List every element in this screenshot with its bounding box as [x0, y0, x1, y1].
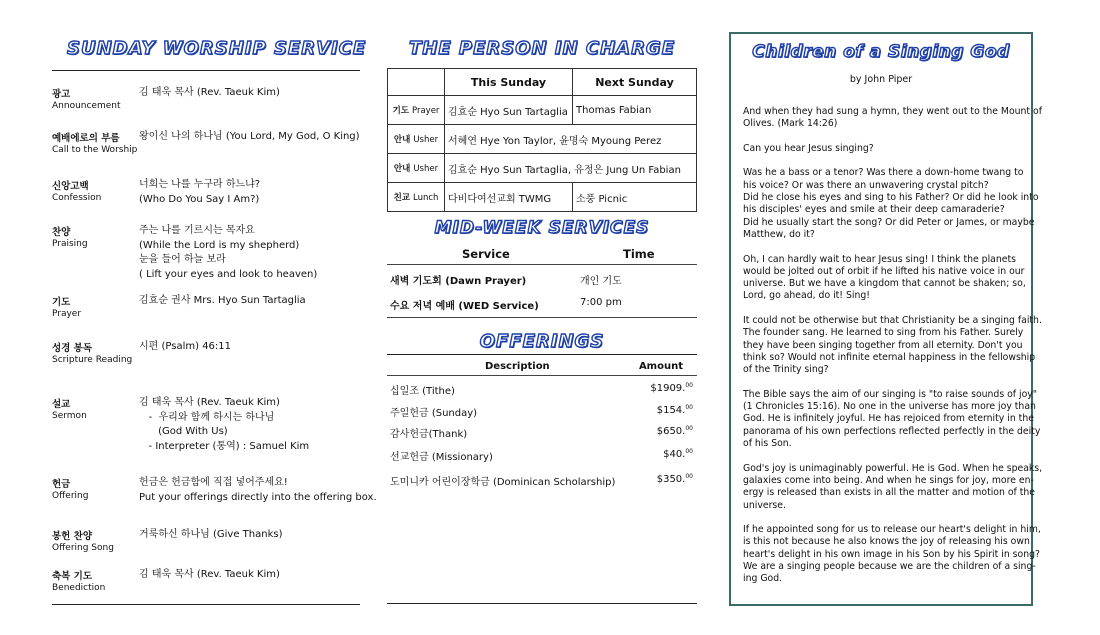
table-header-blank: [388, 69, 445, 96]
article-line: And when they had sung a hymn, they went out to the Mount of: [743, 106, 1042, 117]
role-english: Lunch: [412, 193, 439, 203]
article-paragraph: [743, 106, 1042, 131]
order-item-korean: 설교: [52, 399, 71, 410]
order-item-description-line: 너희는 나를 누구라 하느냐?: [139, 179, 261, 190]
article-line: they have been singing together from all eternity. Don't you: [743, 339, 1023, 351]
role-cell: [388, 183, 445, 212]
offerings-top-rule: [387, 354, 697, 355]
article-line: Lord, go ahead, do it! Sing!: [743, 290, 870, 302]
table-header-row: [388, 69, 697, 96]
order-item-korean: 광고: [52, 89, 71, 100]
order-item-korean: 축복 기도: [52, 571, 93, 582]
article-line: Matthew, do it?: [743, 228, 815, 240]
article-line: Was he a bass or a tenor? Was there a down-home twang to: [743, 167, 1024, 179]
role-cell: [388, 154, 445, 183]
order-item-english: Scripture Reading: [52, 355, 133, 365]
article-line: God. He is infinitely joyful. He has rejoiced from eternity in the: [743, 413, 1034, 425]
role-cell: [388, 96, 445, 125]
role-english: Prayer: [411, 106, 440, 116]
order-item-description-line: Put your offerings directly into the offering box.: [139, 491, 377, 503]
order-item-description-line: 김효순 권사 Mrs. Hyo Sun Tartaglia: [139, 295, 306, 306]
order-item-description: [139, 528, 364, 543]
offering-amount-cents: 00: [685, 425, 693, 432]
offering-amount: [663, 448, 693, 460]
offering-description: 도미니카 어린이장학금 (Dominican Scholarship): [390, 477, 616, 488]
order-item-korean: 성경 봉독: [52, 343, 93, 354]
order-item-description: [139, 130, 364, 145]
article-byline: by John Piper: [849, 74, 913, 85]
article-line: Did he usually start the song? Or did Peter or James, or maybe: [743, 216, 1035, 228]
article-line: ing God.: [743, 573, 783, 585]
order-item-english: Announcement: [52, 101, 121, 111]
table-row: [388, 154, 697, 183]
article-line: universe. But we have a kingdom that cannot be shaken; so,: [743, 278, 1026, 290]
offering-amount-dollars: $650.: [656, 426, 686, 437]
next-sunday-cell: 소풍 Picnic: [573, 183, 697, 212]
article-line: his voice? Or was there an unwavering crystal pitch?: [743, 179, 989, 191]
article-line: universe.: [743, 499, 786, 511]
order-item-description-line: 김 태욱 목사 (Rev. Taeuk Kim): [139, 569, 280, 580]
table-row: [388, 125, 697, 154]
article-line: panorama of his own perfections reflected perfectly in the deity: [743, 425, 1041, 437]
article-line: Can you hear Jesus singing?: [743, 142, 874, 154]
article-line: would be jolted out of orbit if he lifted his native voice in our: [743, 265, 1025, 277]
order-item-korean: 찬양: [52, 227, 71, 238]
article-line: of his Son.: [743, 438, 792, 450]
role-korean: 안내: [393, 164, 411, 174]
article-line: ergy is released than exists in all the matter and motion of the: [743, 487, 1036, 499]
offering-amount-dollars: $350.: [656, 474, 686, 485]
table-header-this-sunday: This Sunday: [445, 69, 573, 96]
offering-amount-dollars: $40.: [663, 449, 686, 460]
order-item-korean: 헌금: [52, 479, 71, 490]
order-item-description-line: - Interpreter (통역) : Samuel Kim: [139, 440, 310, 452]
order-item-english: Offering Song: [52, 543, 114, 553]
article-line: Oh, I can hardly wait to hear Jesus sing! I think the planets: [743, 253, 1016, 265]
offering-amount-cents: 00: [685, 382, 693, 389]
order-item-description-line: 시편 (Psalm) 46:11: [139, 341, 232, 352]
role-english: Usher: [413, 164, 439, 174]
midweek-time: 7:00 pm: [580, 297, 622, 308]
order-item-description: [139, 86, 364, 101]
person-in-charge-table: [387, 68, 697, 212]
offerings-title: OFFERINGS: [479, 331, 605, 352]
church-info-column: [387, 0, 698, 635]
role-english: Usher: [413, 135, 439, 145]
next-sunday-cell: Thomas Fabian: [573, 96, 697, 125]
article-body: [743, 106, 1043, 598]
article-paragraph: [743, 167, 1039, 241]
order-item-english: Prayer: [52, 309, 82, 319]
article-line: Olives. (Mark 14:26): [743, 118, 838, 130]
article-line: heart's delight in his own image in his Son by his Spirit in song?: [743, 548, 1040, 560]
order-item-english: Benediction: [52, 583, 106, 593]
article-line: of the Trinity sing?: [743, 364, 829, 376]
article-line: Did he close his eyes and sing to his Father? Or did he look into: [743, 192, 1039, 204]
article-title: Children of a Singing God: [752, 42, 1010, 62]
offerings-bottom-rule: [387, 603, 697, 604]
order-item-description-line: 헌금은 헌금함에 직접 넣어주세요!: [139, 477, 288, 488]
role-korean: 기도: [392, 106, 410, 116]
order-item-description: [139, 396, 364, 454]
offering-amount: [650, 382, 693, 394]
order-item-english: Offering: [52, 491, 89, 501]
order-item-description-line: (God With Us): [139, 426, 228, 437]
role-cell: [388, 125, 445, 154]
order-item-description: [139, 568, 364, 583]
table-row: [388, 183, 697, 212]
order-item-description: [139, 476, 377, 505]
offerings-header-amount: Amount: [638, 361, 683, 372]
order-item-description: [139, 340, 364, 355]
offering-amount: [657, 473, 693, 485]
article-paragraph: [743, 254, 1027, 303]
role-korean: 안내: [393, 135, 411, 145]
order-item-description-line: 거룩하신 하나님 (Give Thanks): [139, 529, 283, 540]
table-header-next-sunday: Next Sunday: [573, 69, 697, 96]
order-item-description: [139, 178, 364, 207]
midweek-time: 개인 기도: [580, 276, 622, 287]
order-item-description-line: 김 태욱 목사 (Rev. Taeuk Kim): [139, 397, 280, 408]
offering-amount: [657, 404, 693, 416]
article-line: God's joy is unimaginably powerful. He is God. When he speaks,: [743, 462, 1043, 474]
article-box: [729, 32, 1043, 606]
article-paragraph: [743, 524, 1041, 585]
offering-description: 주일헌금 (Sunday): [390, 408, 478, 419]
order-item-english: Praising: [52, 239, 88, 249]
offering-amount-cents: 00: [685, 404, 693, 411]
order-item-korean: 예배에로의 부름: [52, 133, 120, 144]
order-item-description-line: (While the Lord is my shepherd): [139, 239, 300, 251]
worship-order-column: [52, 0, 377, 635]
offering-amount: [657, 425, 693, 437]
article-paragraph: [743, 315, 1042, 376]
this-sunday-cell: 김효순 Hyo Sun Tartaglia: [445, 96, 573, 125]
article-line: The founder sang. He learned to sing from his Father. Surely: [743, 327, 1024, 339]
this-sunday-cell: 다비다여선교회 TWMG: [445, 183, 573, 212]
article-line: If he appointed song for us to release our heart's delight in him,: [743, 524, 1041, 536]
role-korean: 친교: [393, 193, 411, 203]
article-line: (1 Chronicles 15:16). No one in the universe has more joy than: [743, 401, 1036, 413]
article-line: The Bible says the aim of our singing is "to raise sounds of joy": [743, 388, 1038, 400]
order-item-english: Confession: [52, 193, 102, 203]
offering-amount-dollars: $1909.: [650, 383, 686, 394]
offering-description: 십일조 (Tithe): [390, 386, 455, 397]
this-sunday-cell: 김효순 Hyo Sun Tartaglia, 유정은 Jung Un Fabian: [445, 154, 697, 183]
order-item-description-line: ( Lift your eyes and look to heaven): [139, 268, 318, 280]
order-item-description-line: - 우리와 함께 하시는 하나님: [139, 411, 275, 423]
offerings-header-description: Description: [485, 361, 550, 372]
offering-amount-cents: 00: [685, 473, 693, 480]
order-item-description-line: 김 태욱 목사 (Rev. Taeuk Kim): [139, 87, 280, 98]
article-line: is this not because he also knows the joy of releasing his own: [743, 536, 1030, 548]
order-item-korean: 봉헌 찬양: [52, 531, 93, 542]
order-item-english: Sermon: [52, 411, 87, 421]
order-item-english: Call to the Worship: [52, 145, 138, 155]
order-item-description-line: (Who Do You Say I Am?): [139, 193, 260, 205]
midweek-bottom-rule: [387, 317, 697, 318]
offering-description: 감사헌금(Thank): [390, 429, 468, 440]
article-line: It could not be otherwise but that Christianity be a singing faith.: [743, 315, 1042, 327]
worship-title: SUNDAY WORSHIP SERVICE: [67, 38, 367, 59]
order-item-description-line: 주는 나를 기르시는 목자요: [139, 225, 255, 236]
worship-top-rule: [52, 70, 360, 71]
article-paragraph: [743, 143, 1027, 155]
midweek-service: 새벽 기도회 (Dawn Prayer): [390, 276, 527, 287]
order-item-description: [139, 224, 364, 282]
midweek-service: 수요 저녁 예배 (WED Service): [390, 301, 539, 312]
midweek-header-time: Time: [623, 247, 655, 261]
midweek-header-service: Service: [462, 247, 510, 261]
article-line: think so? Would not infinite eternal happiness in the fellowship: [743, 351, 1036, 363]
order-item-description-line: 눈을 들어 하늘 보라: [139, 254, 226, 265]
midweek-title: MID-WEEK SERVICES: [434, 218, 650, 238]
article-paragraph: [743, 388, 1041, 450]
person-in-charge-title: THE PERSON IN CHARGE: [408, 38, 675, 59]
worship-bottom-rule: [52, 604, 360, 605]
order-item-korean: 기도: [52, 297, 71, 308]
table-row: [388, 96, 697, 125]
order-item-korean: 신앙고백: [52, 181, 89, 192]
order-item-description-line: 왕이신 나의 하나님 (You Lord, My God, O King): [139, 131, 360, 142]
offering-amount-cents: 00: [685, 448, 693, 455]
offering-amount-dollars: $154.: [656, 405, 686, 416]
order-item-description: [139, 294, 364, 309]
this-sunday-cell: 서혜연 Hye Yon Taylor, 윤명숙 Myoung Perez: [445, 125, 697, 154]
article-line: his disciples' eyes and smile at their deep camaraderie?: [743, 204, 1005, 216]
offering-description: 선교헌금 (Missionary): [390, 452, 493, 463]
article-line: We are a singing people because we are the children of a sing-: [743, 560, 1036, 572]
offerings-header-rule: [387, 375, 697, 376]
midweek-header-rule: [387, 264, 697, 265]
article-line: galaxies come into being. And when he sings for joy, more en-: [743, 474, 1034, 486]
article-paragraph: [743, 462, 1043, 512]
